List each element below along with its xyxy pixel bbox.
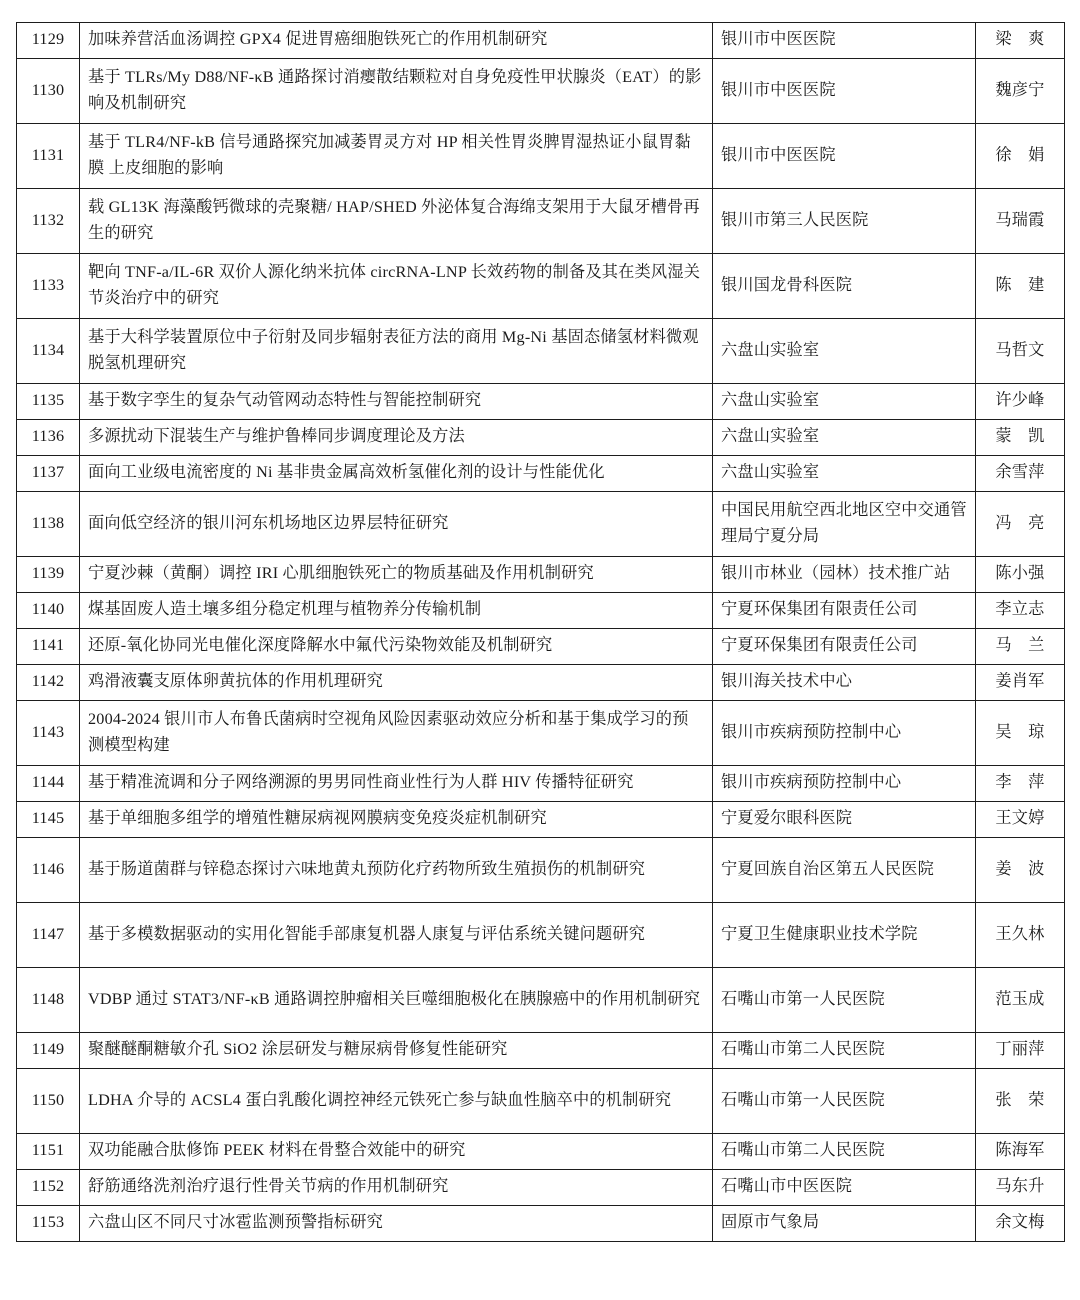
row-id-cell: 1133 [17,254,80,319]
project-title-cell: 六盘山区不同尺寸冰雹监测预警指标研究 [80,1206,713,1242]
person-name-cell: 王久林 [976,903,1065,968]
row-id-cell: 1135 [17,384,80,420]
table-row [17,593,1065,629]
row-id-cell: 1131 [17,124,80,189]
project-title-cell: 舒筋通络洗剂治疗退行性骨关节病的作用机制研究 [80,1170,713,1206]
person-name-cell: 马东升 [976,1170,1065,1206]
person-name-cell: 余文梅 [976,1206,1065,1242]
person-name-cell: 余雪萍 [976,456,1065,492]
project-table [16,22,1065,1242]
organization-cell: 六盘山实验室 [713,384,976,420]
organization-cell: 六盘山实验室 [713,456,976,492]
row-id-cell: 1130 [17,59,80,124]
organization-cell: 中国民用航空西北地区空中交通管理局宁夏分局 [713,492,976,557]
person-name-cell: 徐 娟 [976,124,1065,189]
person-name-cell: 姜肖军 [976,665,1065,701]
project-title-cell: 基于 TLR4/NF-kB 信号通路探究加减萎胃灵方对 HP 相关性胃炎脾胃湿热证小鼠胃黏膜 上皮细胞的影响 [80,124,713,189]
row-id-cell: 1134 [17,319,80,384]
project-title-cell: 基于多模数据驱动的实用化智能手部康复机器人康复与评估系统关键问题研究 [80,903,713,968]
person-name-cell: 陈海军 [976,1134,1065,1170]
organization-cell: 宁夏环保集团有限责任公司 [713,593,976,629]
person-name-cell: 丁丽萍 [976,1033,1065,1069]
row-id-cell: 1138 [17,492,80,557]
organization-cell: 宁夏卫生健康职业技术学院 [713,903,976,968]
organization-cell: 银川海关技术中心 [713,665,976,701]
project-title-cell: 面向低空经济的银川河东机场地区边界层特征研究 [80,492,713,557]
table-row [17,766,1065,802]
table-row [17,1170,1065,1206]
project-title-cell: 聚醚醚酮糖敏介孔 SiO2 涂层研发与糖尿病骨修复性能研究 [80,1033,713,1069]
table-row [17,802,1065,838]
project-title-cell: 2004-2024 银川市人布鲁氏菌病时空视角风险因素驱动效应分析和基于集成学习的预测模型构建 [80,701,713,766]
person-name-cell: 范玉成 [976,968,1065,1033]
row-id-cell: 1152 [17,1170,80,1206]
person-name-cell: 李立志 [976,593,1065,629]
organization-cell: 固原市气象局 [713,1206,976,1242]
project-title-cell: 宁夏沙棘（黄酮）调控 IRI 心肌细胞铁死亡的物质基础及作用机制研究 [80,557,713,593]
row-id-cell: 1136 [17,420,80,456]
project-title-cell: LDHA 介导的 ACSL4 蛋白乳酸化调控神经元铁死亡参与缺血性脑卒中的机制研究 [80,1069,713,1134]
project-title-cell: 基于单细胞多组学的增殖性糖尿病视网膜病变免疫炎症机制研究 [80,802,713,838]
organization-cell: 宁夏爱尔眼科医院 [713,802,976,838]
person-name-cell: 梁 爽 [976,23,1065,59]
person-name-cell: 吴 琼 [976,701,1065,766]
organization-cell: 银川市疾病预防控制中心 [713,766,976,802]
project-title-cell: 双功能融合肽修饰 PEEK 材料在骨整合效能中的研究 [80,1134,713,1170]
table-row [17,124,1065,189]
person-name-cell: 魏彦宁 [976,59,1065,124]
row-id-cell: 1151 [17,1134,80,1170]
table-row [17,838,1065,903]
row-id-cell: 1149 [17,1033,80,1069]
person-name-cell: 马瑞霞 [976,189,1065,254]
project-title-cell: 基于大科学装置原位中子衍射及同步辐射表征方法的商用 Mg-Ni 基固态储氢材料微观脱氢机理研究 [80,319,713,384]
project-title-cell: 鸡滑液囊支原体卵黄抗体的作用机理研究 [80,665,713,701]
person-name-cell: 王文婷 [976,802,1065,838]
table-row [17,384,1065,420]
row-id-cell: 1144 [17,766,80,802]
table-row [17,319,1065,384]
row-id-cell: 1129 [17,23,80,59]
person-name-cell: 马 兰 [976,629,1065,665]
organization-cell: 宁夏环保集团有限责任公司 [713,629,976,665]
organization-cell: 宁夏回族自治区第五人民医院 [713,838,976,903]
table-row [17,665,1065,701]
table-row [17,420,1065,456]
organization-cell: 石嘴山市第一人民医院 [713,968,976,1033]
project-title-cell: 靶向 TNF-a/IL-6R 双价人源化纳米抗体 circRNA-LNP 长效药物的制备及其在类风湿关节炎治疗中的研究 [80,254,713,319]
row-id-cell: 1146 [17,838,80,903]
project-title-cell: 还原-氧化协同光电催化深度降解水中氟代污染物效能及机制研究 [80,629,713,665]
organization-cell: 银川市中医医院 [713,23,976,59]
row-id-cell: 1142 [17,665,80,701]
organization-cell: 银川市疾病预防控制中心 [713,701,976,766]
project-title-cell: 基于数字孪生的复杂气动管网动态特性与智能控制研究 [80,384,713,420]
row-id-cell: 1147 [17,903,80,968]
project-title-cell: 多源扰动下混装生产与维护鲁棒同步调度理论及方法 [80,420,713,456]
person-name-cell: 陈 建 [976,254,1065,319]
person-name-cell: 陈小强 [976,557,1065,593]
person-name-cell: 马哲文 [976,319,1065,384]
row-id-cell: 1145 [17,802,80,838]
organization-cell: 六盘山实验室 [713,319,976,384]
person-name-cell: 姜 波 [976,838,1065,903]
table-row [17,456,1065,492]
project-title-cell: 基于 TLRs/My D88/NF-κB 通路探讨消瘿散结颗粒对自身免疫性甲状腺炎（EAT）的影响及机制研究 [80,59,713,124]
table-row [17,1206,1065,1242]
row-id-cell: 1141 [17,629,80,665]
row-id-cell: 1148 [17,968,80,1033]
organization-cell: 银川市中医医院 [713,59,976,124]
row-id-cell: 1137 [17,456,80,492]
table-row [17,254,1065,319]
organization-cell: 石嘴山市第二人民医院 [713,1134,976,1170]
project-title-cell: 基于肠道菌群与锌稳态探讨六味地黄丸预防化疗药物所致生殖损伤的机制研究 [80,838,713,903]
project-title-cell: 加味养营活血汤调控 GPX4 促进胃癌细胞铁死亡的作用机制研究 [80,23,713,59]
person-name-cell: 李 萍 [976,766,1065,802]
project-title-cell: 煤基固废人造土壤多组分稳定机理与植物养分传输机制 [80,593,713,629]
table-row [17,557,1065,593]
row-id-cell: 1153 [17,1206,80,1242]
organization-cell: 银川市中医医院 [713,124,976,189]
row-id-cell: 1150 [17,1069,80,1134]
table-row [17,1069,1065,1134]
project-title-cell: 基于精准流调和分子网络溯源的男男同性商业性行为人群 HIV 传播特征研究 [80,766,713,802]
project-title-cell: VDBP 通过 STAT3/NF-κB 通路调控肿瘤相关巨噬细胞极化在胰腺癌中的作用机制研究 [80,968,713,1033]
table-row [17,189,1065,254]
table-row [17,968,1065,1033]
row-id-cell: 1132 [17,189,80,254]
project-title-cell: 载 GL13K 海藻酸钙微球的壳聚糖/ HAP/SHED 外泌体复合海绵支架用于大鼠牙槽骨再生的研究 [80,189,713,254]
person-name-cell: 蒙 凯 [976,420,1065,456]
person-name-cell: 许少峰 [976,384,1065,420]
row-id-cell: 1139 [17,557,80,593]
table-row [17,701,1065,766]
table-row [17,903,1065,968]
row-id-cell: 1140 [17,593,80,629]
row-id-cell: 1143 [17,701,80,766]
organization-cell: 石嘴山市第一人民医院 [713,1069,976,1134]
table-row [17,1033,1065,1069]
table-row [17,1134,1065,1170]
person-name-cell: 张 荣 [976,1069,1065,1134]
organization-cell: 石嘴山市中医医院 [713,1170,976,1206]
table-row [17,23,1065,59]
table-row [17,492,1065,557]
organization-cell: 银川市林业（园林）技术推广站 [713,557,976,593]
person-name-cell: 冯 亮 [976,492,1065,557]
organization-cell: 石嘴山市第二人民医院 [713,1033,976,1069]
organization-cell: 银川市第三人民医院 [713,189,976,254]
project-title-cell: 面向工业级电流密度的 Ni 基非贵金属高效析氢催化剂的设计与性能优化 [80,456,713,492]
table-body [17,23,1065,1242]
table-row [17,629,1065,665]
organization-cell: 六盘山实验室 [713,420,976,456]
organization-cell: 银川国龙骨科医院 [713,254,976,319]
table-row [17,59,1065,124]
